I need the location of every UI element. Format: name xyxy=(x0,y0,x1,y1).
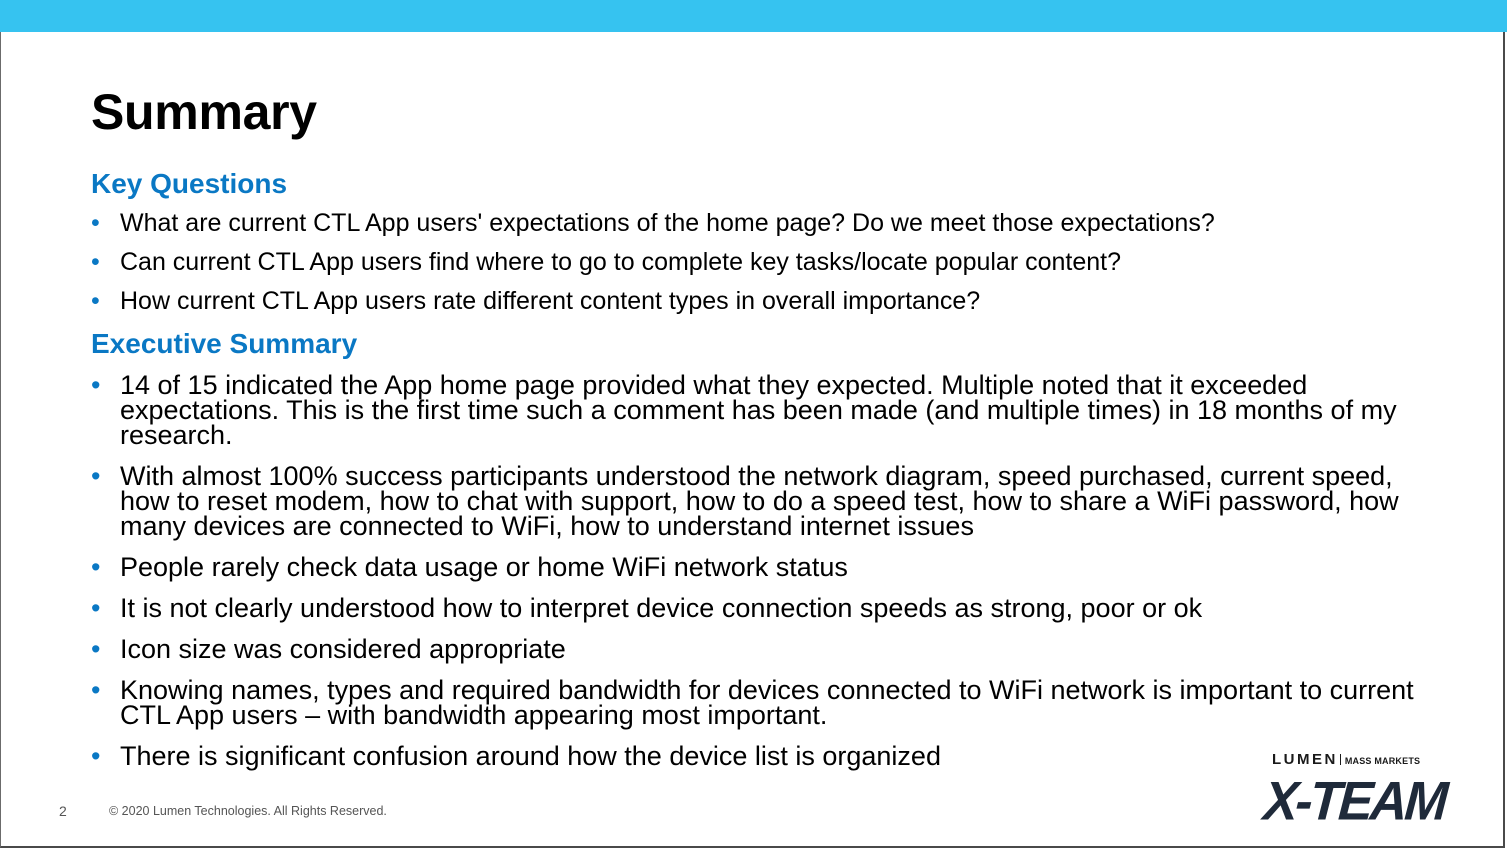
bullet-icon: • xyxy=(91,287,100,315)
lumen-wordmark: LUMEN MASS MARKETS xyxy=(1272,751,1421,768)
bullet-icon: • xyxy=(91,552,101,582)
list-item: • Icon size was considered appropriate xyxy=(91,634,566,664)
top-accent-bar xyxy=(0,0,1507,32)
bullet-icon: • xyxy=(91,248,100,276)
list-item: • It is not clearly understood how to interpret device connection speeds as strong, poor or ok xyxy=(91,593,1203,623)
list-item: • People rarely check data usage or home WiFi network status xyxy=(91,552,848,582)
list-item: • How current CTL App users rate different content types in overall importance? xyxy=(91,287,981,315)
copyright-notice: © 2020 Lumen Technologies. All Rights Reserved. xyxy=(109,804,387,818)
list-item: • Can current CTL App users find where to go to complete key tasks/locate popular content? xyxy=(91,248,1122,276)
bullet-icon: • xyxy=(91,370,101,400)
bullet-icon: • xyxy=(91,675,101,705)
key-questions-list xyxy=(91,209,1391,326)
executive-summary-heading: Executive Summary xyxy=(91,328,358,359)
xteam-wordmark: X-TEAM xyxy=(1261,771,1448,832)
bullet-icon: • xyxy=(91,741,101,771)
executive-summary-list xyxy=(91,370,1421,785)
lumen-xteam-logo xyxy=(1262,748,1462,843)
bullet-icon: • xyxy=(91,461,101,491)
list-item: • What are current CTL App users' expectations of the home page? Do we meet those expectations? xyxy=(91,209,1215,237)
slide-title: Summary xyxy=(91,84,317,140)
list-item: • Knowing names, types and required bandwidth for devices connected to WiFi network is important to current CTL App users – with bandwidth appearing most important. xyxy=(91,675,1414,730)
key-questions-heading: Key Questions xyxy=(91,168,288,199)
bullet-icon: • xyxy=(91,209,100,237)
page-number: 2 xyxy=(59,803,67,819)
bullet-icon: • xyxy=(91,593,101,623)
bullet-icon: • xyxy=(91,634,101,664)
logo-divider xyxy=(1340,754,1341,765)
list-item: • With almost 100% success participants understood the network diagram, speed purchased, current speed, how to reset modem, how to chat with support, how to do a speed test, how to share a WiFi password, how many devices are connected to WiFi, how to understand internet issues xyxy=(91,461,1399,541)
list-item: • There is significant confusion around how the device list is organized xyxy=(91,741,941,771)
list-item: • 14 of 15 indicated the App home page provided what they expected. Multiple noted that it exceeded expectations. This is the first time such a comment has been made (and multiple times) in 18 months of my research. xyxy=(91,370,1397,450)
